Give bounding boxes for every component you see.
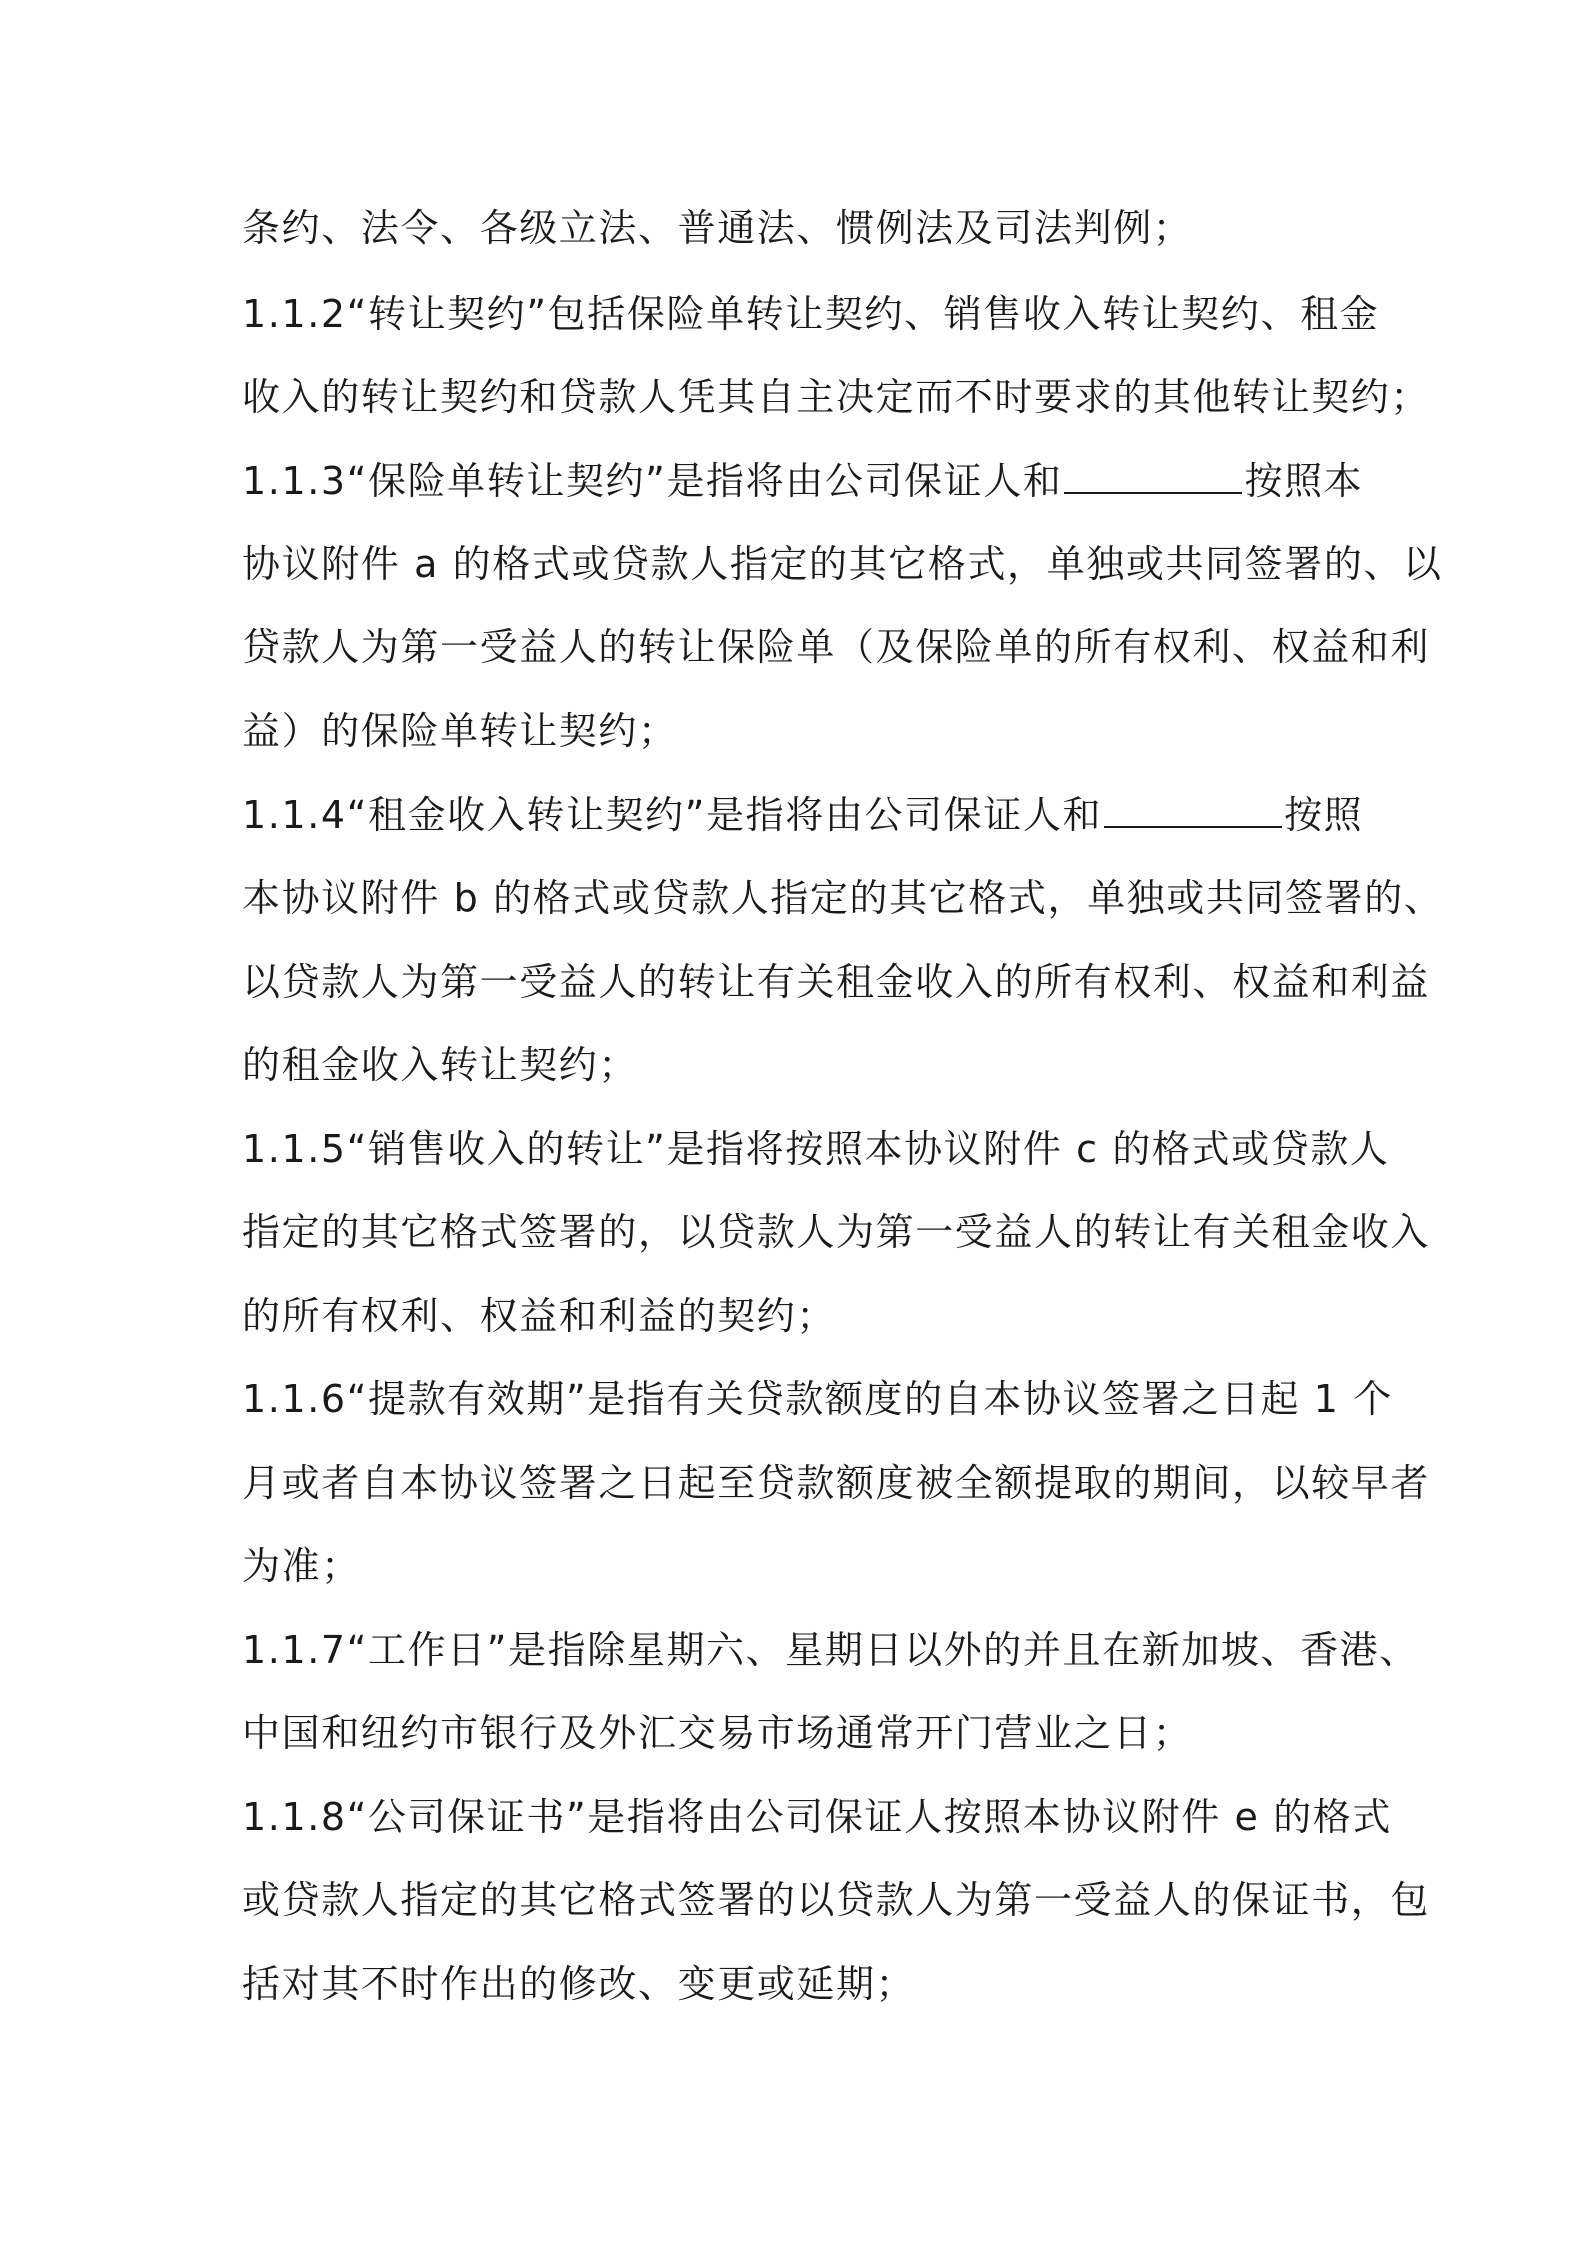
- text-line: 1.1.7“工作日”是指除星期六、星期日以外的并且在新加坡、香港、: [242, 1628, 1419, 1672]
- text-line-with-blank: [242, 456, 1363, 506]
- text-line: 益）的保险单转让契约；: [242, 709, 678, 753]
- text-line: 或贷款人指定的其它格式签署的以贷款人为第一受益人的保证书，包: [242, 1878, 1431, 1922]
- text-line: 1.1.2“转让契约”包括保险单转让契约、销售收入转让契约、租金: [242, 292, 1380, 336]
- text-line: 条约、法令、各级立法、普通法、惯例法及司法判例；: [242, 206, 1193, 250]
- text-line: 1.1.5“销售收入的转让”是指将按照本协议附件 c 的格式或贷款人: [242, 1127, 1390, 1171]
- text-line: 收入的转让契约和贷款人凭其自主决定而不时要求的其他转让契约；: [242, 375, 1431, 419]
- text-line: 指定的其它格式签署的，以贷款人为第一受益人的转让有关租金收入: [242, 1210, 1431, 1254]
- text-line: 中国和纽约市银行及外汇交易市场通常开门营业之日；: [242, 1711, 1193, 1755]
- text-line: 的租金收入转让契约；: [242, 1043, 639, 1087]
- text-segment: 1.1.3“保险单转让契约”是指将由公司保证人和: [242, 459, 1063, 503]
- text-line: 为准；: [242, 1544, 361, 1588]
- fill-in-blank: [1064, 462, 1242, 494]
- text-line: 的所有权利、权益和利益的契约；: [242, 1294, 837, 1338]
- text-line: 协议附件 a 的格式或贷款人指定的其它格式，单独或共同签署的、以: [242, 542, 1443, 586]
- text-line: 1.1.8“公司保证书”是指将由公司保证人按照本协议附件 e 的格式: [242, 1795, 1393, 1839]
- text-line: 以贷款人为第一受益人的转让有关租金收入的所有权利、权益和利益: [242, 960, 1431, 1004]
- text-segment: 按照: [1284, 793, 1364, 837]
- text-line: 1.1.6“提款有效期”是指有关贷款额度的自本协议签署之日起 1 个: [242, 1377, 1393, 1421]
- text-line-with-blank: [242, 790, 1363, 840]
- fill-in-blank: [1104, 796, 1282, 828]
- text-line: 贷款人为第一受益人的转让保险单（及保险单的所有权利、权益和利: [242, 625, 1431, 669]
- text-segment: 1.1.4“租金收入转让契约”是指将由公司保证人和: [242, 793, 1103, 837]
- text-segment: 按照本: [1244, 459, 1364, 503]
- text-line: 括对其不时作出的修改、变更或延期；: [242, 1962, 916, 2006]
- text-line: 月或者自本协议签署之日起至贷款额度被全额提取的期间，以较早者: [242, 1461, 1431, 1505]
- text-line: 本协议附件 b 的格式或贷款人指定的其它格式，单独或共同签署的、: [242, 876, 1444, 920]
